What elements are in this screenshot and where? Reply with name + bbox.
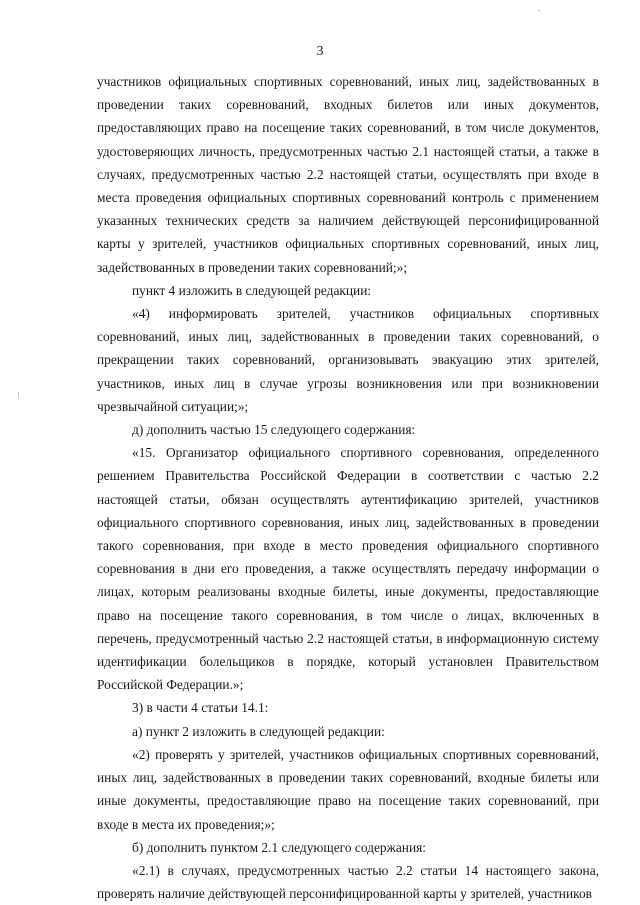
scan-artifact [18, 392, 19, 399]
paragraph-item-4-intro: пункт 4 изложить в следующей редакции: [132, 282, 372, 298]
paragraph-item-2-1-text: «2.1) в случаях, предусмотренных частью 2.2 статьи 14 настоящего закона, проверять наличие действующей персонифицированной карты у зрителей, участников [97, 862, 599, 902]
page-number: 3 [316, 44, 324, 59]
document-body [97, 70, 599, 905]
paragraph-item-2-text: «2) проверять у зрителей, участников официальных спортивных соревнований, иных лиц, задействованных в проведении таких соревнований, входные билеты или иные документы, предоставляющие право на посещение таких соревнований, при входе в места их проведения;»; [97, 746, 599, 832]
paragraph-continuation: участников официальных спортивных соревнований, иных лиц, задействованных в проведении таких соревнований, входных билетов или иных документов, предоставляющих право на посещение таких соревнований, в том числе документов, удостоверяющих личность, предусмотренных частью 2.1 настоящей статьи, а также в случаях, предусмотренных частью 2.2 настоящей статьи, осуществлять при входе в места проведения официальных спортивных соревнований контроль с применением указанных технических средств за наличием действующей персонифицированной карты у зрителей, участников официальных спортивных соревнований, иных лиц, задействованных в проведении таких соревнований;»; [97, 74, 599, 275]
paragraph-subitem-a: а) пункт 2 изложить в следующей редакции: [132, 723, 385, 739]
paragraph-subitem-d: д) дополнить частью 15 следующего содержания: [132, 422, 416, 438]
paragraph-item-4-text: «4) информировать зрителей, участников официальных спортивных соревнований, иных лиц, задействованных в проведении таких соревнований, о прекращении таких соревнований, организовывать эвакуацию этих зрителей, участников, иных лиц в случае угрозы возникновения или при возникновении чрезвычайной ситуации;»; [97, 306, 599, 414]
paragraph-article-14-1: 3) в части 4 статьи 14.1: [132, 700, 269, 716]
paragraph-subitem-b: б) дополнить пунктом 2.1 следующего содержания: [132, 839, 426, 855]
scan-artifact [538, 10, 540, 11]
paragraph-part-15: «15. Организатор официального спортивного соревнования, определенного решением Правительства Российской Федерации в соответствии с частью 2.2 настоящей статьи, обязан осуществлять аутентификацию зрителей, участников официального спортивного соревнования, иных лиц, задействованных в проведении такого соревнования, при входе в место проведения официального спортивного соревнования в дни его проведения, а также осуществлять передачу информации о лицах, которым реализованы входные билеты, иные документы, предоставляющие право на посещение такого соревнования, в том числе о лицах, включенных в перечень, предусмотренный частью 2.2 настоящей статьи, в информационную систему идентификации болельщиков в порядке, который установлен Правительством Российской Федерации.»; [97, 445, 599, 693]
